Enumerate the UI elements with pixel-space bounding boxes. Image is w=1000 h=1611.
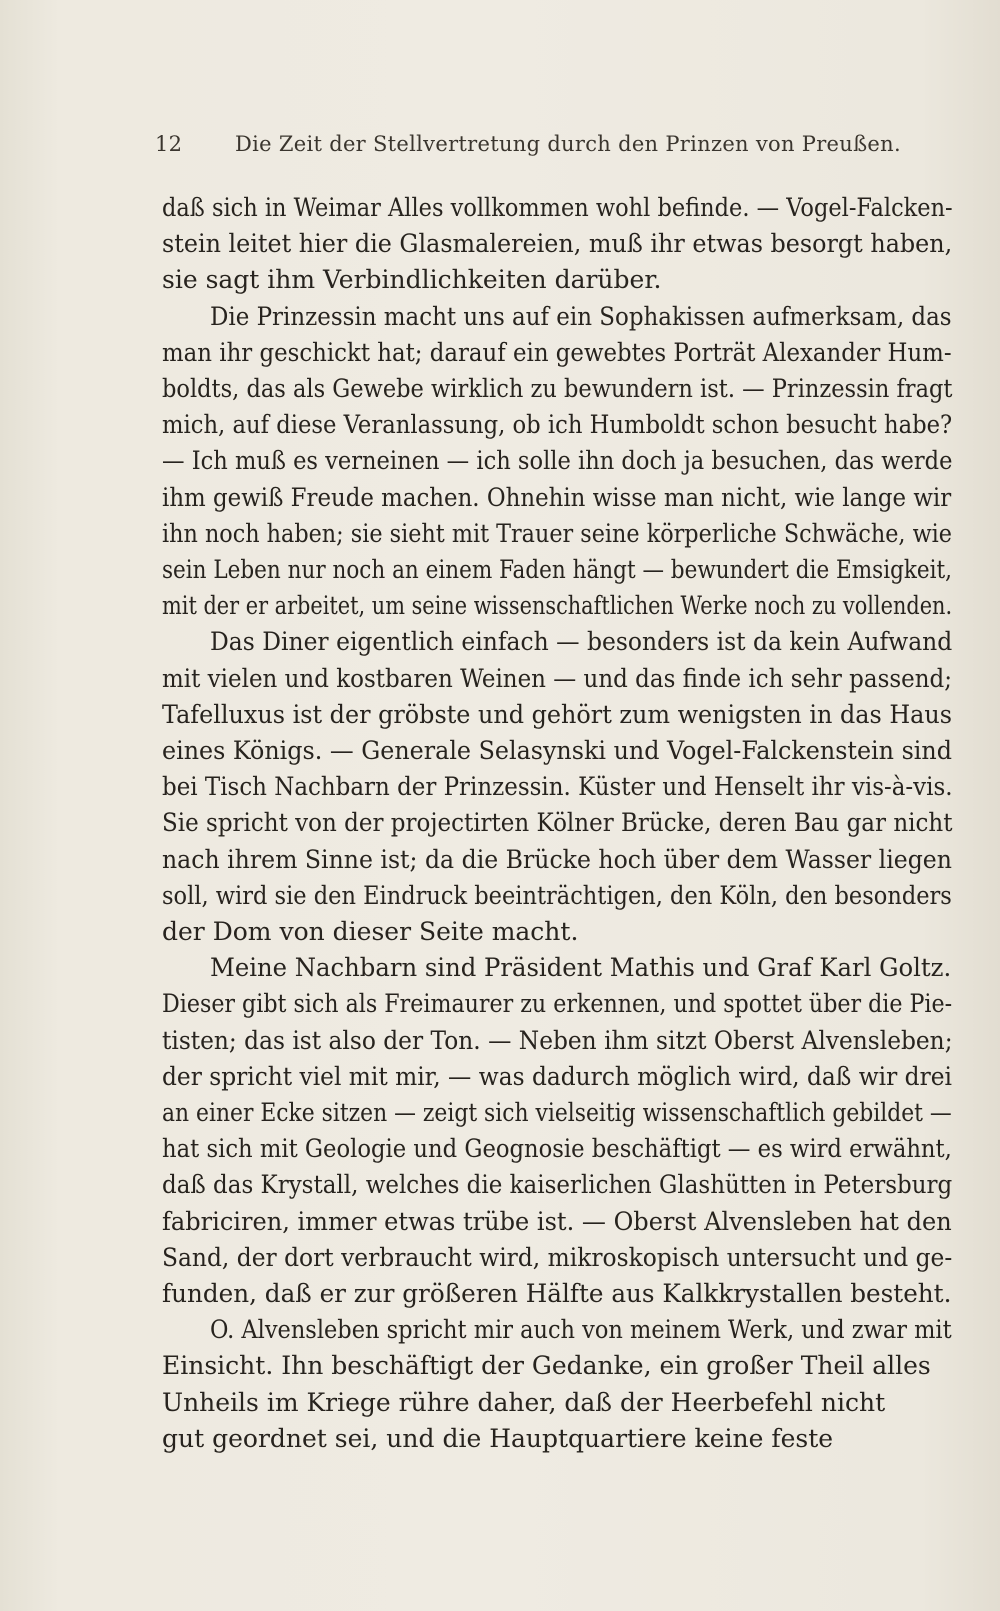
text-line: Unheils im Kriege rühre daher, daß der Heerbefehl nicht [162,1387,886,1417]
text-line: soll, wird sie den Eindruck beeinträchtigen, den Köln, den besonders [162,880,952,910]
text-line: mit der er arbeitet, um seine wissenschaftlichen Werke noch zu vollenden. [162,591,953,621]
text-line: ihn noch haben; sie sieht mit Trauer seine körperliche Schwäche, wie [162,518,952,548]
text-line: man ihr geschickt hat; darauf ein gewebtes Porträt Alexander Hum- [162,337,952,367]
text-line: daß sich in Weimar Alles vollkommen wohl befinde. — Vogel-Falcken- [162,193,953,222]
text-line: der Dom von dieser Seite macht. [162,917,579,946]
text-line: ihm gewiß Freude machen. Ohnehin wisse man nicht, wie lange wir [162,482,952,512]
running-head [155,132,901,162]
page-number: 12 [155,132,183,156]
text-line: stein leitet hier die Glasmalereien, muß ihr etwas besorgt haben, [162,229,953,259]
text-line: — Ich muß es verneinen — ich solle ihn doch ja besuchen, das werde [162,446,953,476]
text-line: Die Prinzessin macht uns auf ein Sophakissen aufmerksam, das [210,301,952,331]
text-line: boldts, das als Gewebe wirklich zu bewundern ist. — Prinzessin fragt [162,374,953,403]
text-line: der spricht viel mit mir, — was dadurch möglich wird, daß wir drei [162,1061,952,1091]
text-line: Sand, der dort verbraucht wird, mikroskopisch untersucht und ge- [162,1242,953,1272]
text-line: fabriciren, immer etwas trübe ist. — Oberst Alvensleben hat den [162,1206,952,1236]
text-line: mit vielen und kostbaren Weinen — und das finde ich sehr passend; [162,663,953,693]
text-line: funden, daß er zur größeren Hälfte aus Kalkkrystallen besteht. [162,1279,952,1308]
text-line: mich, auf diese Veranlassung, ob ich Humboldt schon besucht habe? [162,410,953,440]
text-line: daß das Krystall, welches die kaiserlichen Glashütten in Petersburg [162,1170,953,1200]
text-line: Sie spricht von der projectirten Kölner Brücke, deren Bau gar nicht [162,808,953,838]
text-line: sein Leben nur noch an einem Faden hängt — bewundert die Emsigkeit, [162,555,953,584]
text-line: Tafelluxus ist der gröbste und gehört zum wenigsten in das Haus [162,699,953,729]
text-line: gut geordnet sei, und die Hauptquartiere keine feste [162,1423,834,1453]
text-line: Dieser gibt sich als Freimaurer zu erkennen, und spottet über die Pie- [162,989,953,1019]
text-line: tisten; das ist also der Ton. — Neben ihm sitzt Oberst Alvensleben; [162,1025,953,1055]
text-line: bei Tisch Nachbarn der Prinzessin. Küster und Henselt ihr vis-à-vis. [162,772,953,802]
text-line: hat sich mit Geologie und Geognosie beschäftigt — es wird erwähnt, [162,1134,952,1164]
text-line: O. Alvensleben spricht mir auch von meinem Werk, und zwar mit [210,1315,952,1345]
text-line: eines Königs. — Generale Selasynski und Vogel-Falckenstein sind [162,736,952,765]
text-line: Meine Nachbarn sind Präsident Mathis und Graf Karl Goltz. [210,953,952,983]
running-title: Die Zeit der Stellvertretung durch den Prinzen von Preußen. [235,132,901,156]
text-line: nach ihrem Sinne ist; da die Brücke hoch über dem Wasser liegen [162,844,952,874]
text-line: an einer Ecke sitzen — zeigt sich vielseitig wissenschaftlich gebildet — [162,1098,952,1127]
text-line: sie sagt ihm Verbindlichkeiten darüber. [162,265,662,295]
text-line: Das Diner eigentlich einfach — besonders ist da kein Aufwand [210,627,953,657]
text-line: Einsicht. Ihn beschäftigt der Gedanke, ein großer Theil alles [162,1351,931,1381]
